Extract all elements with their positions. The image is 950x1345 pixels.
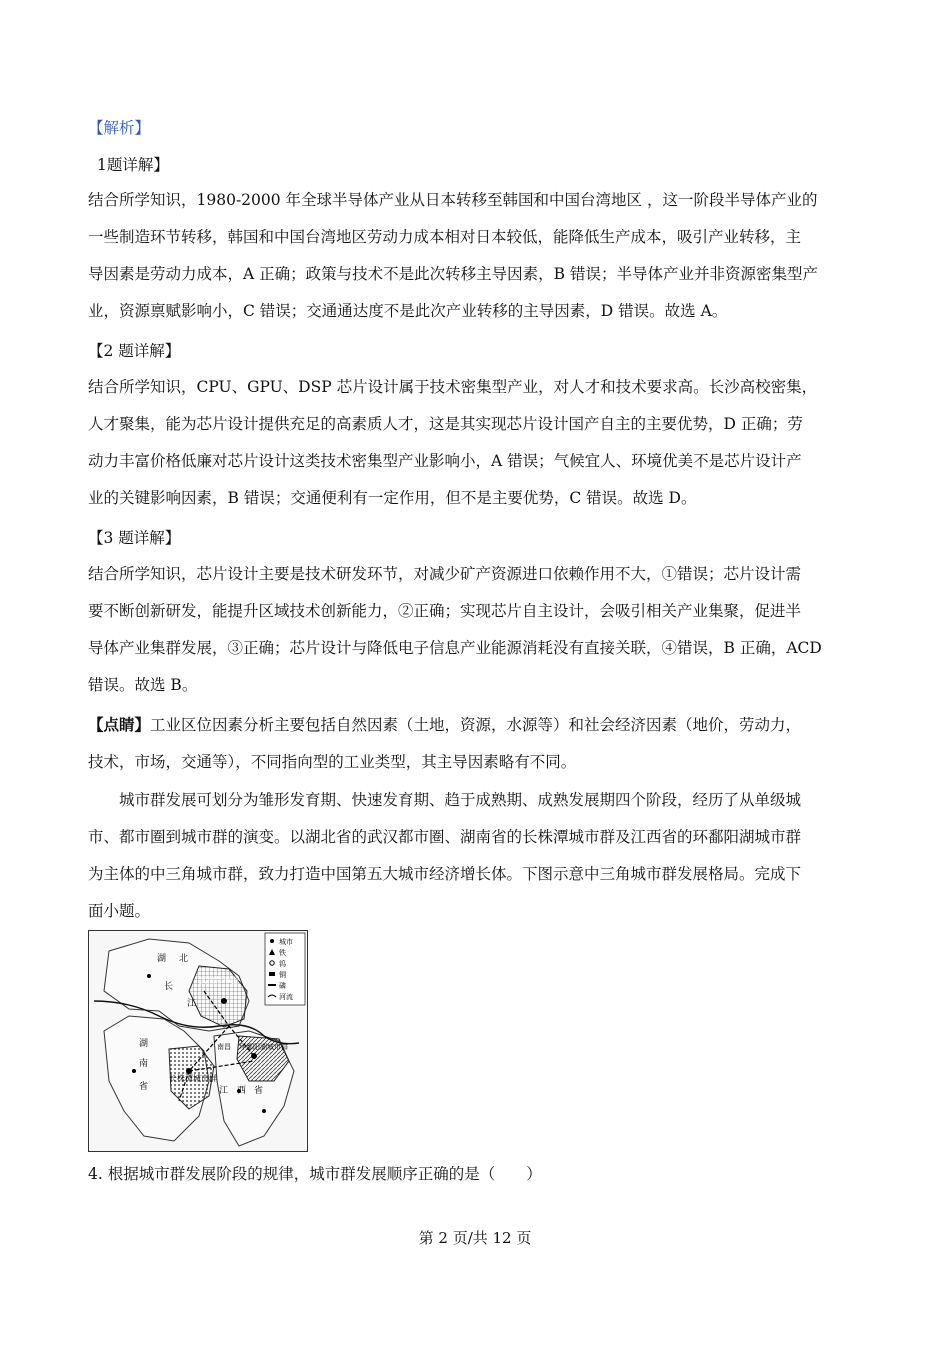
region-label-wuhan: 武汉都市圈 — [199, 976, 239, 985]
q3-body — [88, 556, 868, 704]
svg-text:江: 江 — [187, 999, 197, 1009]
q2-heading: 【2 题详解】 — [88, 342, 181, 360]
q1-heading: 1题详解】 — [97, 156, 169, 174]
passage-line: 面小题。 — [88, 902, 151, 920]
q3-line: 错误。故选 B。 — [88, 676, 198, 694]
legend-item: 铁 — [279, 949, 286, 957]
svg-text:省: 省 — [254, 1086, 264, 1096]
q1-body — [88, 182, 868, 330]
city-marker — [132, 1069, 136, 1073]
passage-line: 市、都市圈到城市群的演变。以湖北省的武汉都市圈、湖南省的长株潭城市群及江西省的环鄱阳湖城市群 — [88, 828, 802, 846]
svg-text:省: 省 — [139, 1082, 149, 1092]
legend-item: 城市 — [279, 938, 293, 946]
city-marker — [221, 998, 227, 1004]
svg-text:北: 北 — [179, 954, 189, 964]
legend-item: 铜 — [279, 971, 286, 979]
q1-line: 一些制造环节转移，韩国和中国台湾地区劳动力成本相对日本较低，能降低生产成本，吸引产业转移，主 — [88, 228, 802, 246]
legend-item: 钨 — [279, 960, 286, 968]
tip-body — [88, 706, 868, 781]
tip-line: 技术，市场，交通等），不同指向型的工业类型，其主导因素略有不同。 — [88, 753, 577, 771]
q3-line: 要不断创新研发，能提升区域技术创新能力，②正确；实现芯片自主设计，会吸引相关产业集聚，促进半 — [88, 602, 802, 620]
question-4: 4. 根据城市群发展阶段的规律，城市群发展顺序正确的是（ ） — [88, 1165, 542, 1183]
legend-item: 磷 — [279, 982, 286, 990]
q1-line: 导因素是劳动力成本，A 正确；政策与技术不是此次转移主导因素，B 错误；半导体产业并非资源密集型产 — [88, 265, 818, 283]
city-marker — [251, 1053, 257, 1059]
analysis-label: 【解析】 — [88, 119, 151, 137]
svg-text:湖: 湖 — [157, 954, 167, 964]
svg-text:湖: 湖 — [139, 1039, 149, 1049]
tip-line: 工业区位因素分析主要包括自然因素（土地，资源，水源等）和社会经济因素（地价，劳动力， — [150, 716, 802, 734]
svg-text:江: 江 — [219, 1086, 229, 1096]
legend-item: 河流 — [279, 993, 293, 1001]
svg-text:长: 长 — [164, 982, 174, 992]
q1-line: 结合所学知识，1980-2000 年全球半导体产业从日本转移至韩国和中国台湾地区 ，这一阶段半导体产业的 — [88, 191, 818, 209]
passage — [88, 782, 868, 930]
q2-line: 业的关键影响因素，B 错误；交通便利有一定作用，但不是主要优势，C 错误。故选 D。 — [88, 489, 697, 507]
svg-text:南: 南 — [139, 1059, 149, 1069]
q3-line: 结合所学知识，芯片设计主要是技术研发环节，对减少矿产资源进口依赖作用不大，①错误；芯片设计需 — [88, 565, 802, 583]
q2-body — [88, 369, 868, 517]
page-footer: 第 2 页/共 12 页 — [418, 1229, 532, 1247]
q1-line: 业，资源禀赋影响小，C 错误；交通通达度不是此次产业转移的主导因素，D 错误。故选 A。 — [88, 302, 728, 320]
region-label-poyang: 环鄱阳湖城市群 — [239, 1043, 288, 1051]
q2-line: 动力丰富价格低廉对芯片设计这类技术密集型产业影响小，A 错误；气候宜人、环境优美不是芯片设计产 — [88, 452, 802, 470]
city-marker — [262, 1109, 266, 1113]
passage-line: 城市群发展可划分为雏形发育期、快速发育期、趋于成熟期、成熟发展期四个阶段，经历了从单级城 — [119, 791, 802, 809]
q2-line: 人才聚集，能为芯片设计提供充足的高素质人才，这是其实现芯片设计国产自主的主要优势，D 正确；劳 — [88, 415, 803, 433]
region-label-changzhutan: 长株潭城市群 — [169, 1074, 217, 1083]
central-triangle-map — [88, 930, 308, 1152]
q3-line: 导体产业集群发展，③正确；芯片设计与降低电子信息产业能源消耗没有直接关联，④错误，B 正确，ACD — [88, 639, 822, 657]
svg-text:南昌: 南昌 — [217, 1043, 231, 1051]
q3-heading: 【3 题详解】 — [88, 529, 181, 547]
q2-line: 结合所学知识，CPU、GPU、DSP 芯片设计属于技术密集型产业，对人才和技术要求高。长沙高校密集， — [88, 378, 818, 396]
passage-line: 为主体的中三角城市群，致力打造中国第五大城市经济增长体。下图示意中三角城市群发展格局。完成下 — [88, 865, 802, 883]
tip-label: 【点睛】 — [88, 715, 151, 734]
svg-text:西: 西 — [237, 1086, 247, 1096]
city-marker — [147, 974, 151, 978]
